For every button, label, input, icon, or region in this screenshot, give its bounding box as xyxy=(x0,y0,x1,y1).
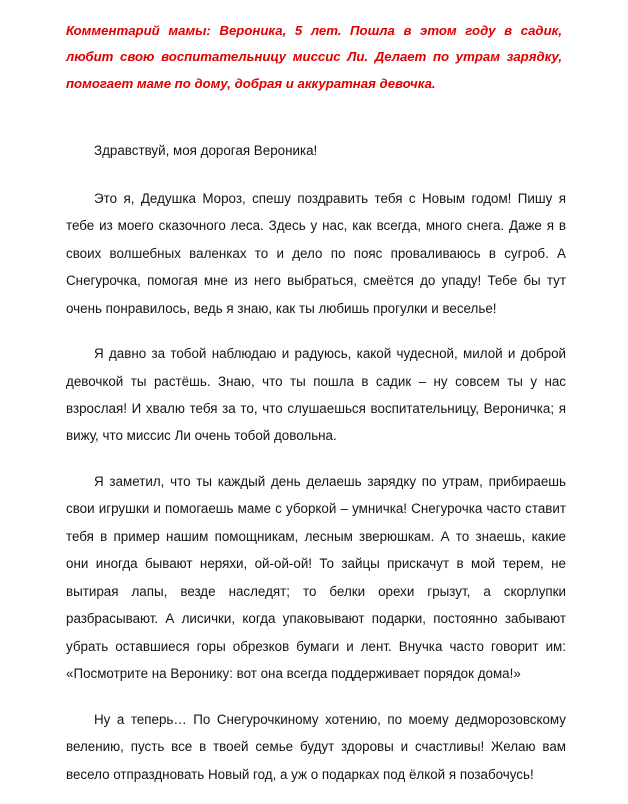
letter-paragraph-4: Ну а теперь… По Снегурочкиному хотению, по моему дедморозовскому велению, пусть все в твоей семье будут здоровы и счастливы! Желаю вам весело отпраздновать Новый год, а уж о подарках под ёлкой я позабочусь! xyxy=(66,711,566,782)
letter-paragraph-3: Я заметил, что ты каждый день делаешь зарядку по утрам, прибираешь свои игрушки и помогаешь маме с уборкой – умничка! Снегурочка часто ставит тебя в пример нашим помощникам, лесным зверюшкам. А то знаешь, какие они иногда бывают неряхи, ой-ой-ой! То зайцы прискачут в мой терем, не вытирая лапы, везде наследят; то белки орехи грызут, а скорлупки разбрасывают. А лисички, когда упаковывают подарки, постоянно забывают убрать оставшиеся горы обрезков бумаги и лент. Внучка часто говорит им: «Посмотрите на Веронику: вот она всегда поддерживает порядок дома!» xyxy=(66,473,566,682)
mother-comment-note: Комментарий мамы: Вероника, 5 лет. Пошла в этом году в садик, любит свою воспитательницу миссис Ли. Делает по утрам зарядку, помогает маме по дому, добрая и аккуратная девочка. xyxy=(66,23,562,91)
letter-paragraph-2: Я давно за тобой наблюдаю и радуюсь, какой чудесной, милой и доброй девочкой ты растёшь. Знаю, что ты пошла в садик – ну совсем ты у нас взрослая! И хвалю тебя за то, что слушаешься воспитательницу, Вероничка; я вижу, что миссис Ли очень тобой довольна. xyxy=(66,346,566,444)
letter-paragraph-1: Это я, Дедушка Мороз, спешу поздравить тебя с Новым годом! Пишу я тебе из моего сказочного леса. Здесь у нас, как всегда, много снега. Даже я в своих волшебных валенках то и дело по пояс проваливаюсь в сугроб. А Снегурочка, помогая мне из него выбраться, смеётся до упаду! Тебе бы тут очень понравилось, ведь я знаю, как ты любишь прогулки и веселье! xyxy=(66,190,566,316)
letter-body xyxy=(40,137,588,788)
letter-greeting: Здравствуй, моя дорогая Вероника! xyxy=(94,143,318,159)
